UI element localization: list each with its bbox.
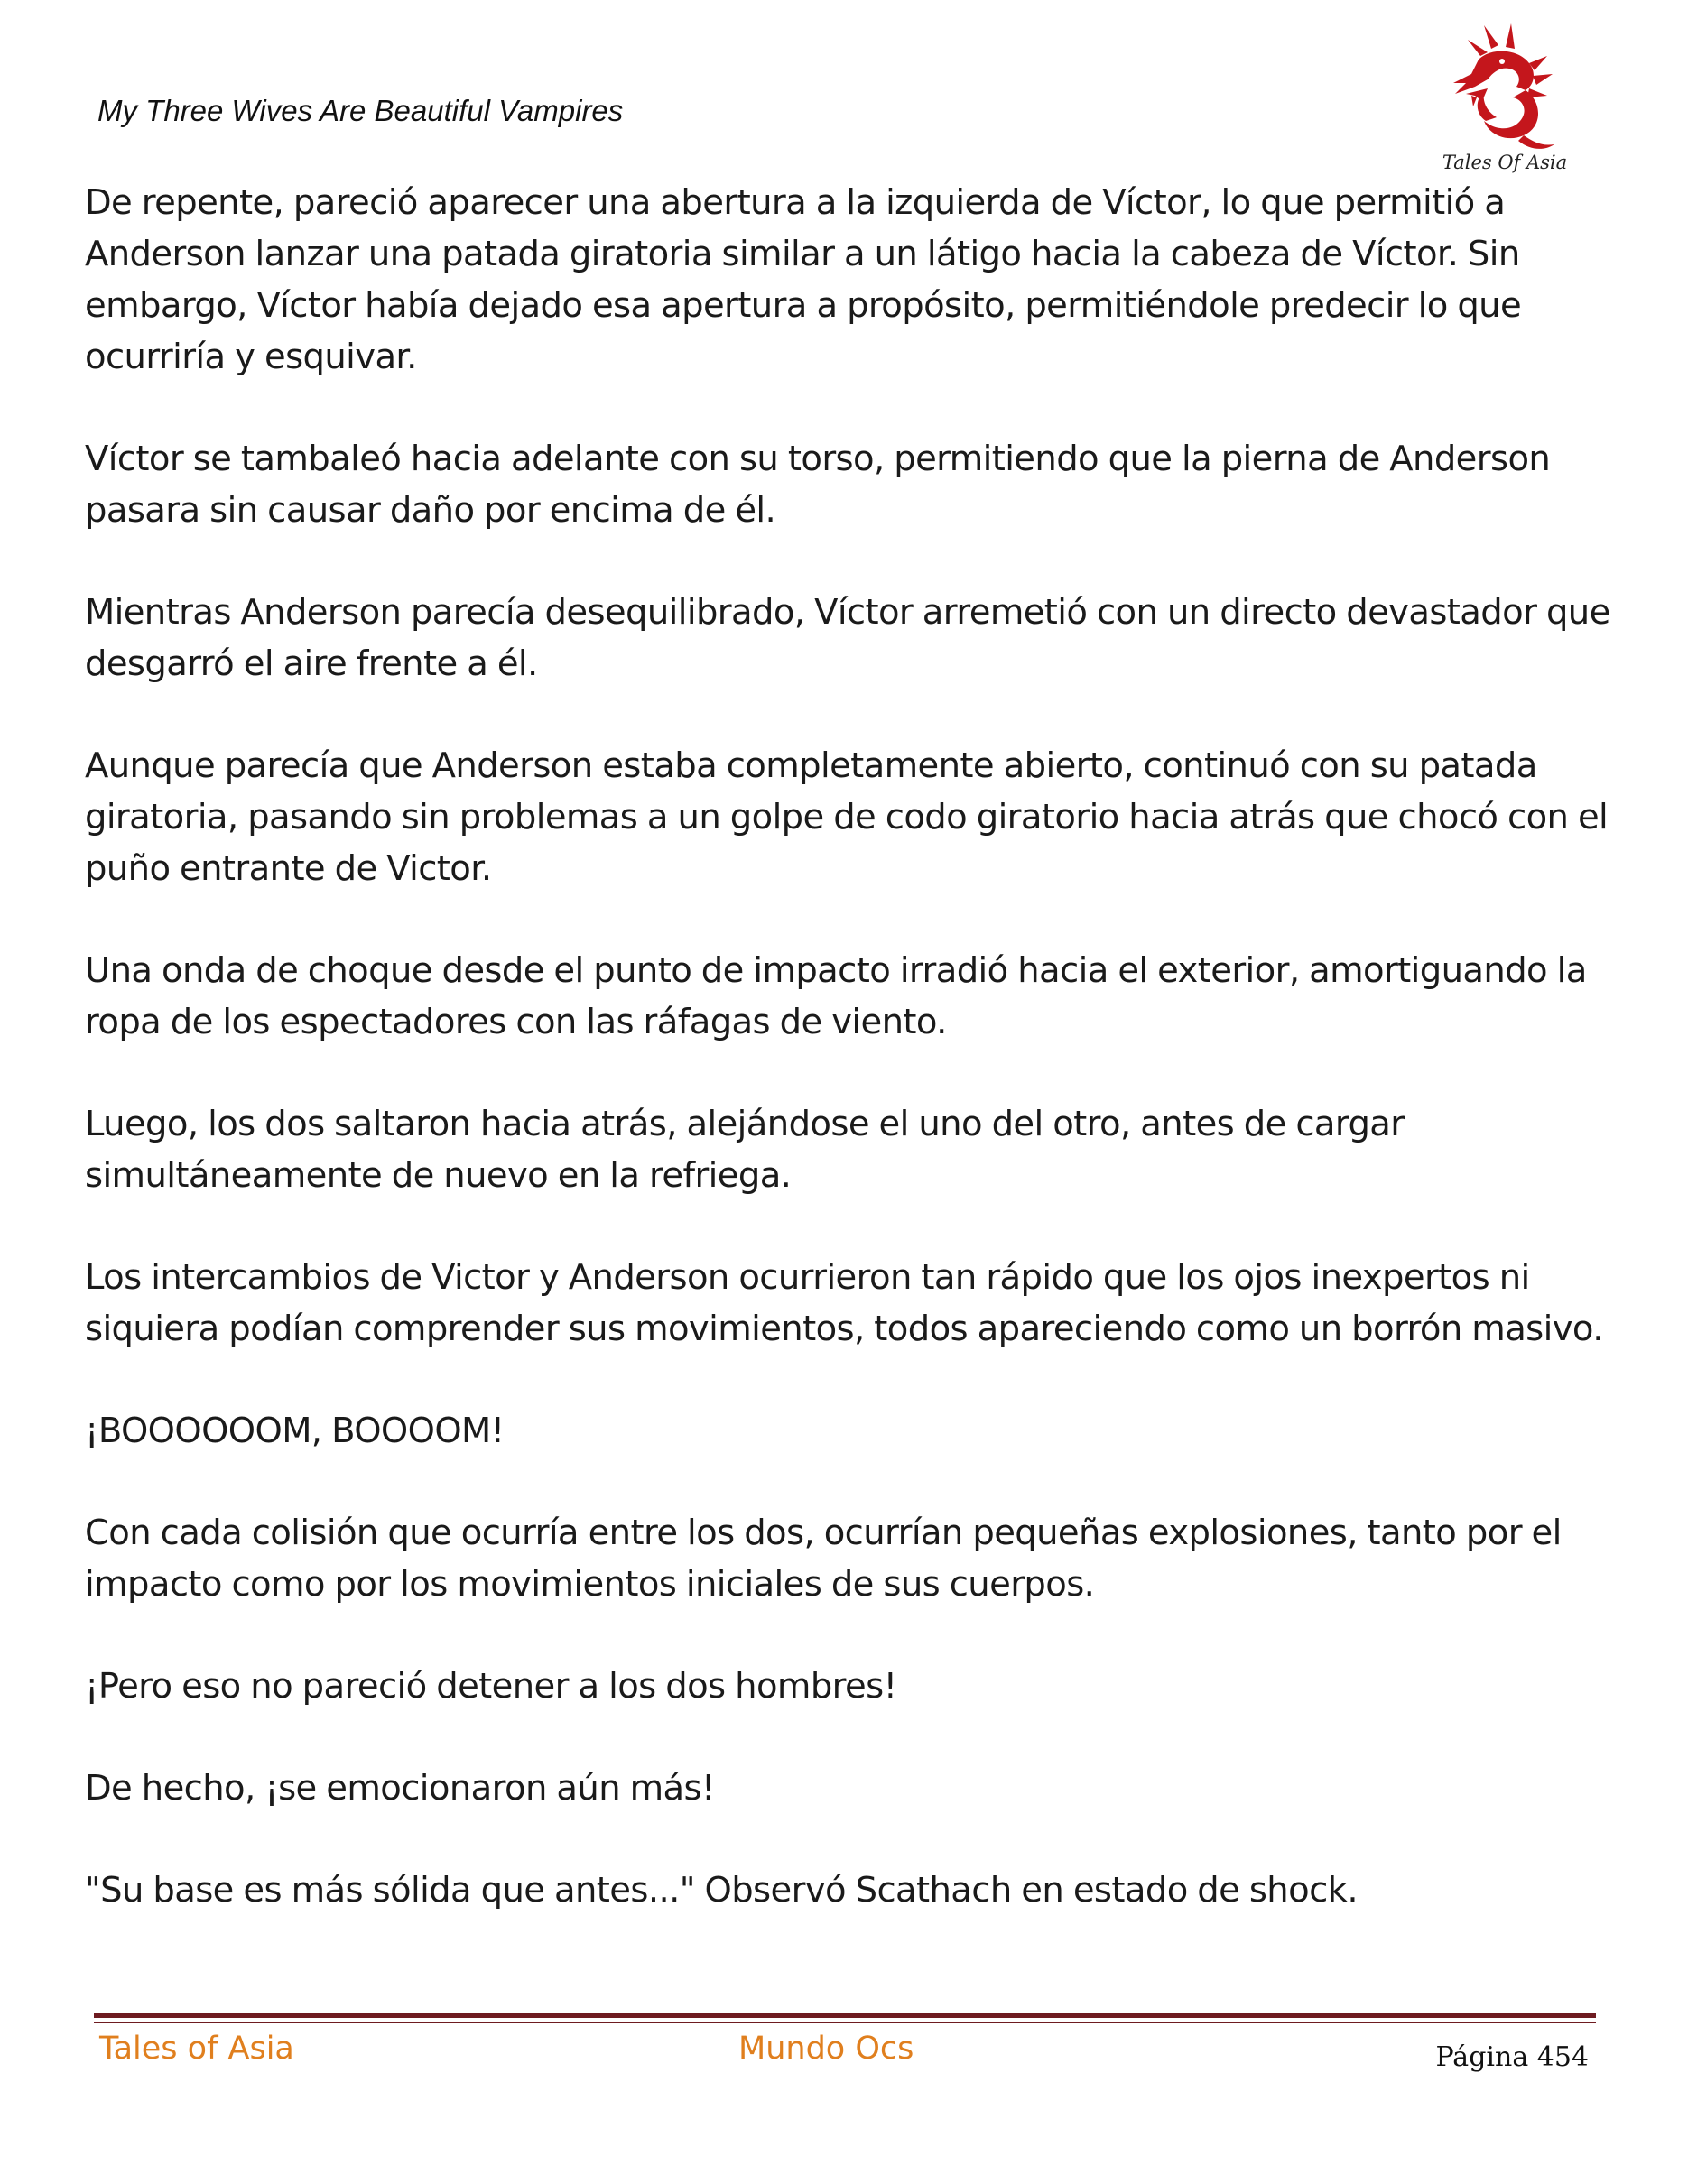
paragraph: Mientras Anderson parecía desequilibrado, Víctor arremetió con un directo devastador que desgarró el aire frente a él. [85, 592, 1610, 684]
paragraph: Una onda de choque desde el punto de impacto irradió hacia el exterior, amortiguando la ropa de los espectadores con las ráfagas de viento. [85, 950, 1587, 1042]
chapter-body [85, 177, 1619, 1967]
red-dragon-icon [1435, 20, 1571, 155]
paragraph: Luego, los dos saltaron hacia atrás, alejándose el uno del otro, antes de cargar simultáneamente de nuevo en la refriega. [85, 1104, 1405, 1196]
paragraph: ¡Pero eso no pareció detener a los dos hombres! [85, 1666, 897, 1707]
footer-page-number: Página 454 [1435, 2041, 1589, 2073]
paragraph: Víctor se tambaleó hacia adelante con su torso, permitiendo que la pierna de Anderson pasara sin causar daño por encima de él. [85, 439, 1551, 531]
paragraph: De repente, pareció aparecer una abertura a la izquierda de Víctor, lo que permitió a Anderson lanzar una patada giratoria similar a un látigo hacia la cabeza de Víctor. Sin embargo, Víctor había dejado esa apertura a propósito, permitiéndole predecir lo que ocurriría y esquivar. [85, 182, 1522, 377]
footer-divider-thin [94, 2022, 1596, 2023]
tales-of-asia-logo [1435, 20, 1571, 182]
running-header-title: My Three Wives Are Beautiful Vampires [97, 94, 624, 127]
paragraph: Con cada colisión que ocurría entre los dos, ocurrían pequeñas explosiones, tanto por el impacto como por los movimientos iniciales de sus cuerpos. [85, 1513, 1562, 1605]
paragraph: ¡BOOOOOOM, BOOOOM! [85, 1411, 505, 1451]
paragraph: "Su base es más sólida que antes..." Observó Scathach en estado de shock. [85, 1870, 1358, 1911]
footer-divider-thick [94, 2013, 1596, 2018]
footer-site-name: Tales of Asia [99, 2031, 294, 2067]
paragraph: Los intercambios de Victor y Anderson ocurrieron tan rápido que los ojos inexpertos ni siquiera podían comprender sus movimientos, todos apareciendo como un borrón masivo. [85, 1257, 1603, 1349]
logo-text: Tales Of Asia [1442, 152, 1568, 173]
paragraph: Aunque parecía que Anderson estaba completamente abierto, continuó con su patada giratoria, pasando sin problemas a un golpe de codo giratorio hacia atrás que chocó con el puño entrante de Victor. [85, 745, 1609, 889]
footer-section-name: Mundo Ocs [738, 2031, 914, 2067]
paragraph: De hecho, ¡se emocionaron aún más! [85, 1768, 715, 1809]
